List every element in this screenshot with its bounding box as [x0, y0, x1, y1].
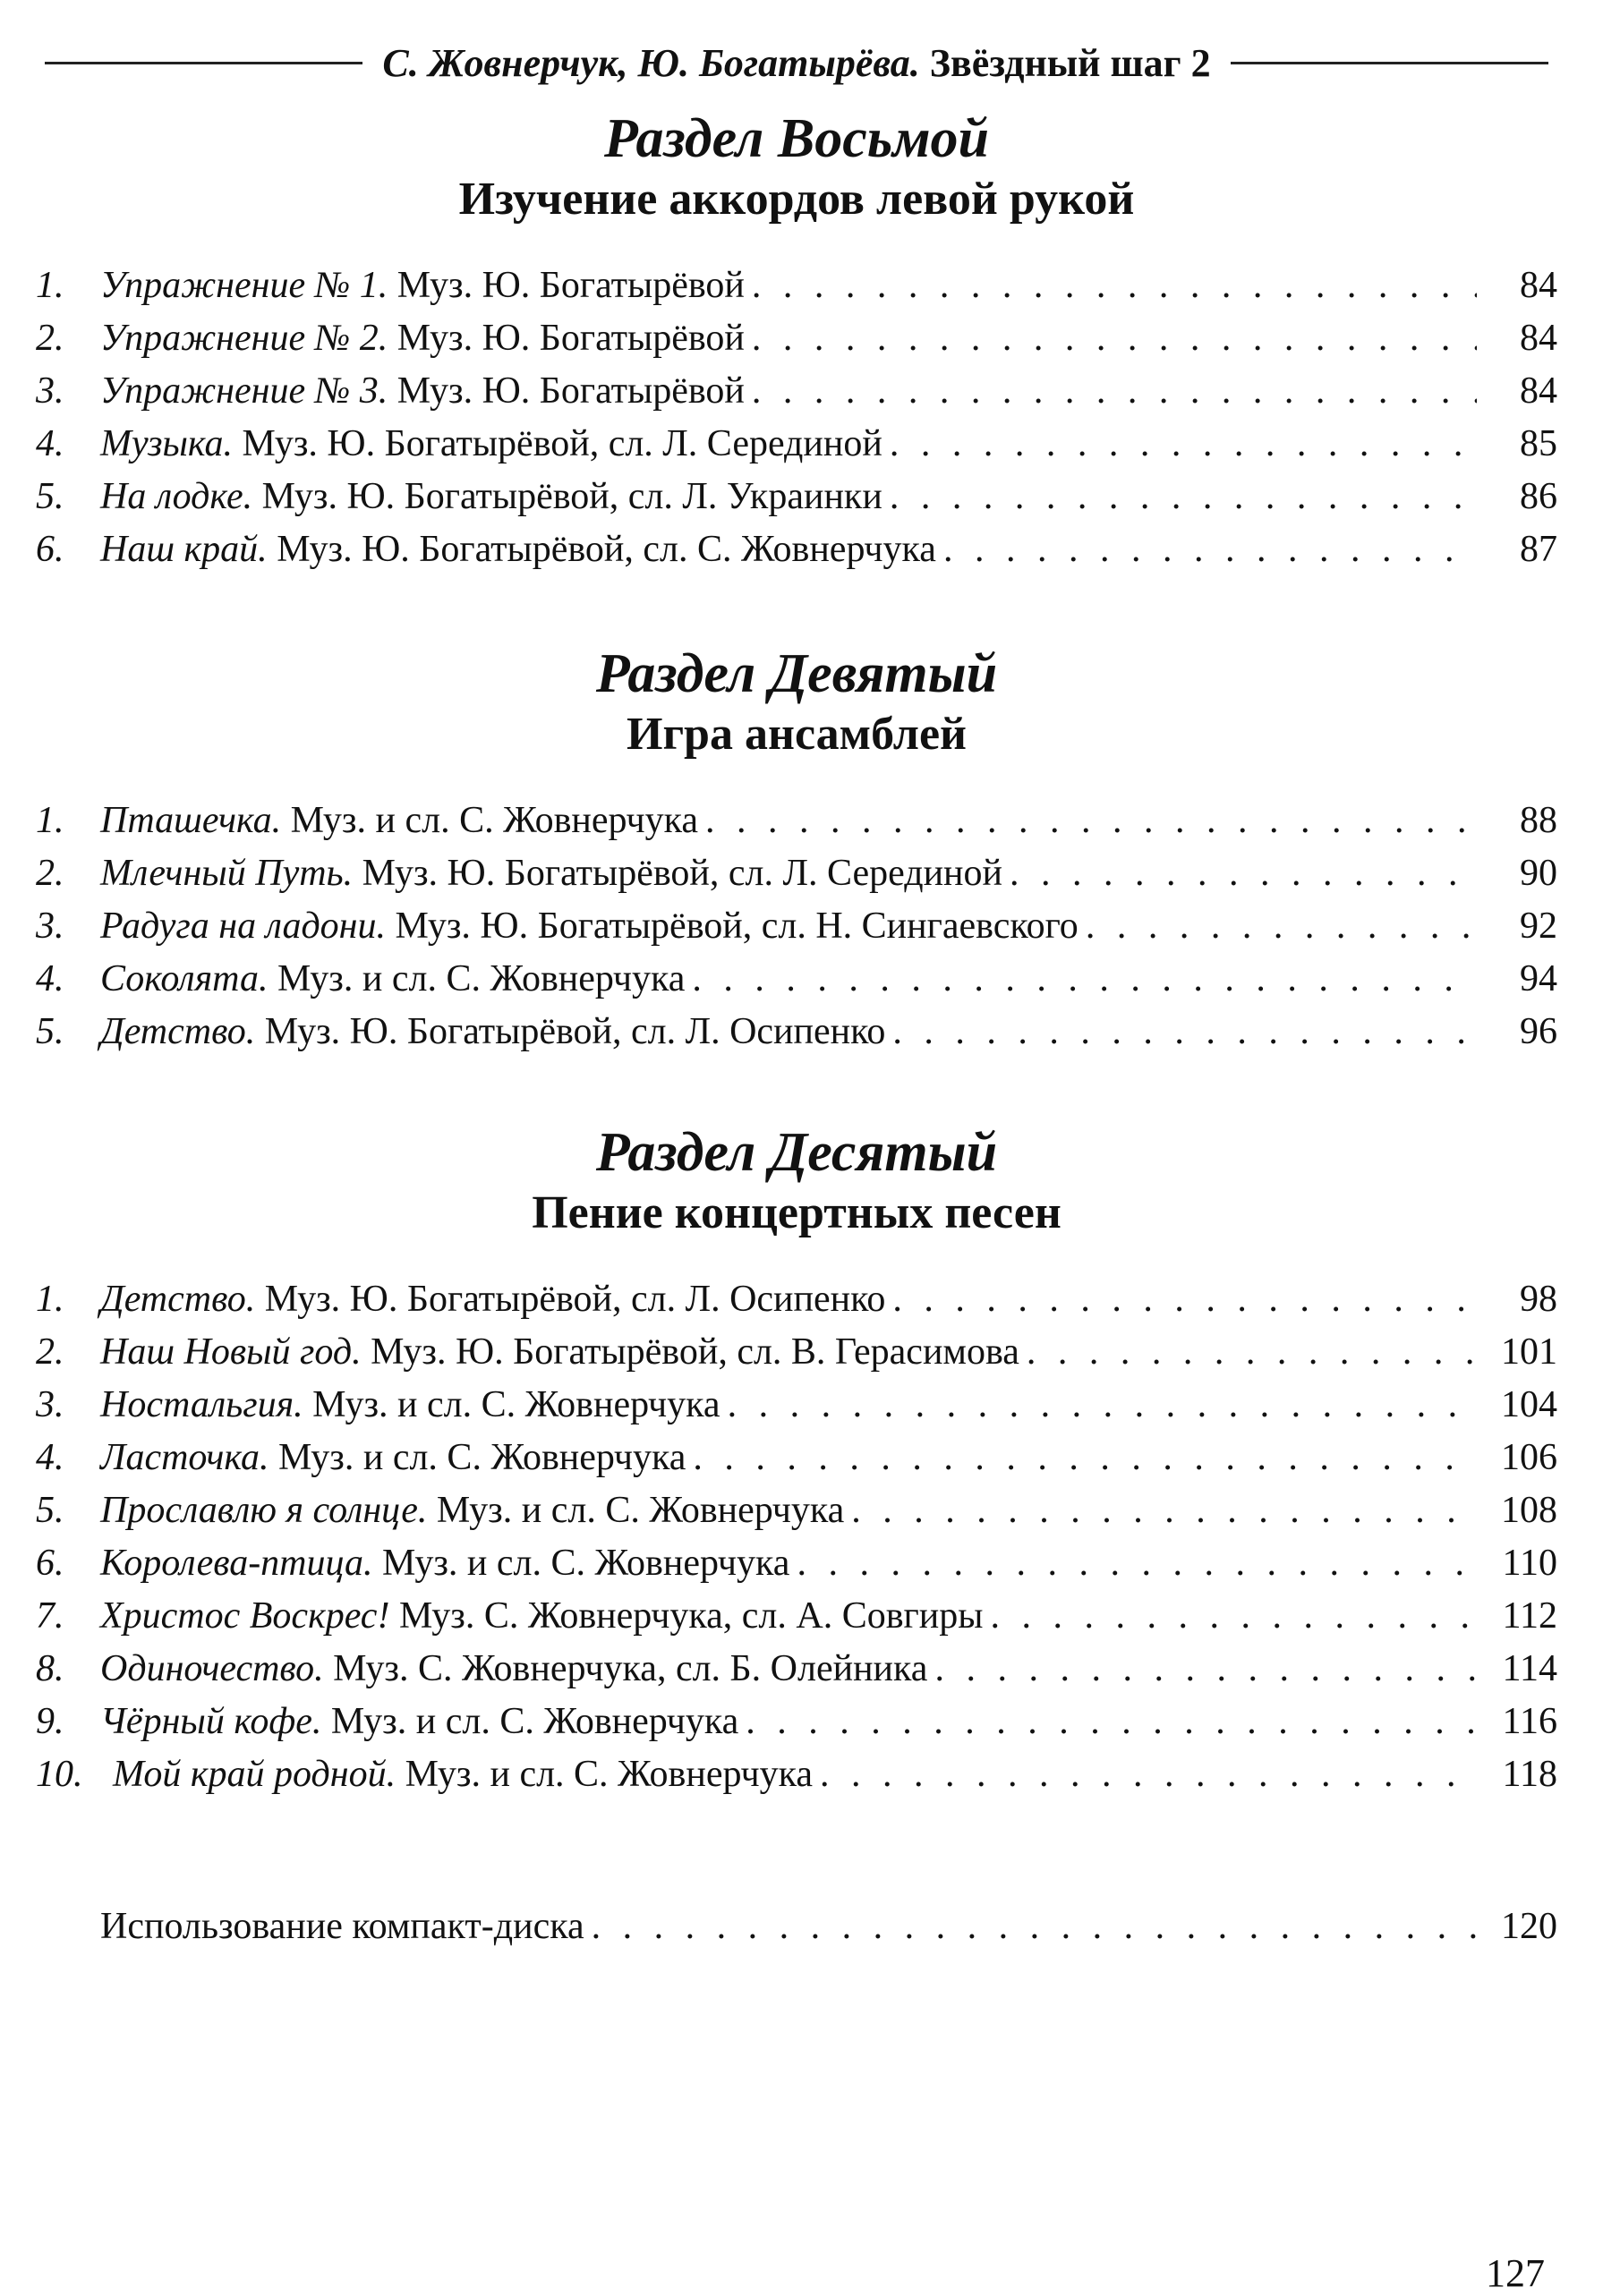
entry-page-number: 84 [1520, 318, 1557, 359]
entry-title: Соколята. [100, 958, 269, 999]
header-rule-right [1231, 62, 1548, 64]
entry-title: Прославлю я солнце. [100, 1490, 428, 1531]
entry-page-number: 110 [1502, 1543, 1557, 1584]
entry-title: Чёрный кофе. [100, 1701, 322, 1742]
entry-page-number: 86 [1520, 476, 1557, 517]
entry-credit: Муз. Ю. Богатырёвой [396, 265, 745, 306]
dot-leader [692, 953, 1477, 1006]
entry-text [100, 953, 685, 1006]
dot-leader [851, 1484, 1477, 1537]
entry-title: На лодке. [100, 476, 253, 517]
entry-number: 1. [36, 265, 64, 306]
page-number: 127 [1486, 2251, 1545, 2295]
entry-number: 6. [36, 529, 64, 570]
entry-page-number: 90 [1520, 853, 1557, 894]
dot-leader [752, 365, 1477, 418]
toc-entry[interactable] [36, 1484, 1557, 1537]
entry-page-number: 114 [1502, 1648, 1557, 1689]
dot-leader [943, 523, 1477, 576]
entry-number: 4. [36, 958, 64, 999]
toc-entry[interactable] [36, 1432, 1557, 1484]
entry-number: 2. [36, 318, 64, 359]
entry-credit: Муз. Ю. Богатырёвой, сл. Л. Осипенко [264, 1279, 886, 1320]
entry-title: Королева-птица. [100, 1543, 373, 1584]
entry-credit: Муз. Ю. Богатырёвой, сл. Н. Сингаевского [395, 906, 1079, 947]
section-title: Раздел Восьмой [603, 108, 990, 169]
entry-title: Ностальгия. [100, 1384, 303, 1425]
toc-entry[interactable] [36, 1748, 1557, 1801]
section-subtitle: Игра ансамблей [627, 709, 967, 760]
entry-number: 9. [36, 1701, 64, 1742]
entry-credit: Муз. и сл. С. Жовнерчука [277, 1437, 686, 1478]
entry-text [113, 1748, 813, 1801]
entry-credit: Муз. Ю. Богатырёвой, сл. Л. Серединой [362, 853, 1003, 894]
entry-number: 3. [36, 1384, 64, 1425]
entry-credit: Муз. Ю. Богатырёвой [396, 318, 745, 359]
entry-credit: Муз. Ю. Богатырёвой [396, 370, 745, 412]
dot-leader [1010, 847, 1477, 900]
entry-text [100, 418, 882, 471]
toc-entry-appendix[interactable] [100, 1901, 1557, 1953]
entry-credit: Муз. С. Жовнерчука, сл. А. Совгиры [398, 1595, 984, 1637]
section-subtitle: Изучение аккордов левой рукой [458, 174, 1135, 225]
entry-number: 7. [36, 1595, 64, 1637]
header-rule-left [45, 62, 362, 64]
entry-text [100, 847, 1002, 900]
toc-entry[interactable] [36, 1643, 1557, 1696]
entry-page-number: 112 [1502, 1595, 1557, 1637]
entry-credit: Муз. Ю. Богатырёвой, сл. Л. Серединой [242, 423, 882, 464]
toc-entry[interactable] [36, 1273, 1557, 1326]
entry-credit: Муз. и сл. С. Жовнерчука [290, 800, 699, 841]
toc-entry[interactable] [36, 1379, 1557, 1432]
dot-leader [890, 471, 1477, 523]
entry-title: Одиночество. [100, 1648, 324, 1689]
dot-leader [934, 1643, 1477, 1696]
entry-credit: Муз. Ю. Богатырёвой, сл. Л. Украинки [261, 476, 882, 517]
entry-number: 5. [36, 476, 64, 517]
entry-credit: Муз. и сл. С. Жовнерчука [382, 1543, 790, 1584]
entry-title: Упражнение № 1. [100, 265, 388, 306]
entry-page-number: 84 [1520, 370, 1557, 412]
toc-list [36, 1273, 1557, 1801]
toc-entry[interactable] [36, 900, 1557, 953]
running-header-title: Звёздный шаг 2 [929, 40, 1211, 85]
entry-title: Мой край родной. [113, 1754, 396, 1795]
entry-title: Пташечка. [100, 800, 282, 841]
dot-leader [820, 1748, 1477, 1801]
toc-list [36, 259, 1557, 576]
section-tenth [36, 1121, 1557, 1801]
entry-title: Упражнение № 2. [100, 318, 388, 359]
toc-entry[interactable] [36, 1537, 1557, 1590]
entry-page-number: 116 [1502, 1701, 1557, 1742]
dot-leader [890, 418, 1477, 471]
entry-credit: Муз. и сл. С. Жовнерчука [277, 958, 686, 999]
entry-text [100, 1643, 927, 1696]
entry-text [100, 900, 1079, 953]
entry-page-number: 96 [1520, 1011, 1557, 1052]
entry-text [100, 365, 745, 418]
entry-credit: Муз. С. Жовнерчука, сл. Б. Олейника [333, 1648, 928, 1689]
toc-entry[interactable] [36, 418, 1557, 471]
appendix-entry [100, 1901, 1557, 1953]
entry-title: Упражнение № 3. [100, 370, 388, 412]
entry-text [100, 1537, 789, 1590]
entry-number: 2. [36, 853, 64, 894]
toc-entry[interactable] [36, 847, 1557, 900]
entry-credit: Муз. Ю. Богатырёвой, сл. Л. Осипенко [264, 1011, 886, 1052]
dot-leader [752, 259, 1477, 312]
dot-leader [797, 1537, 1477, 1590]
entry-text [100, 1326, 1019, 1379]
entry-text [100, 1432, 686, 1484]
dot-leader [892, 1273, 1477, 1326]
entry-number: 1. [36, 1279, 64, 1320]
entry-page-number: 92 [1520, 906, 1557, 947]
dot-leader [728, 1379, 1477, 1432]
section-title: Раздел Десятый [595, 1122, 998, 1183]
entry-number: 4. [36, 1437, 64, 1478]
entry-text [100, 1590, 983, 1643]
entry-credit: Муз. и сл. С. Жовнерчука [436, 1490, 845, 1531]
running-header-authors: С. Жовнерчук, Ю. Богатырёва. [382, 40, 920, 85]
entry-credit: Муз. и сл. С. Жовнерчука [312, 1384, 720, 1425]
dot-leader [693, 1432, 1477, 1484]
section-eighth [36, 107, 1557, 576]
entry-page-number: 108 [1501, 1490, 1557, 1531]
dot-leader [1027, 1326, 1477, 1379]
entry-page-number: 106 [1501, 1437, 1557, 1478]
entry-credit: Муз. Ю. Богатырёвой, сл. В. Герасимова [371, 1331, 1019, 1373]
entry-number: 4. [36, 423, 64, 464]
entry-number: 6. [36, 1543, 64, 1584]
section-ninth [36, 642, 1557, 1059]
dot-leader [746, 1696, 1477, 1748]
entry-title: Млечный Путь. [100, 853, 354, 894]
entry-number: 1. [36, 800, 64, 841]
entry-page-number: 84 [1520, 265, 1557, 306]
entry-credit: Муз. и сл. С. Жовнерчука [330, 1701, 739, 1742]
entry-number: 2. [36, 1331, 64, 1373]
entry-text [100, 523, 936, 576]
appendix-label: Использование компакт-диска [100, 1906, 584, 1947]
entry-page-number: 98 [1520, 1279, 1557, 1320]
entry-text [100, 312, 745, 365]
toc-list [36, 795, 1557, 1059]
entry-text [100, 1006, 885, 1059]
dot-leader [990, 1590, 1477, 1643]
toc-entry[interactable] [36, 1696, 1557, 1748]
dot-leader [892, 1006, 1477, 1059]
entry-title: Музыка. [100, 423, 234, 464]
dot-leader [752, 312, 1477, 365]
entry-page-number: 94 [1520, 958, 1557, 999]
entry-page-number: 85 [1520, 423, 1557, 464]
entry-number: 3. [36, 906, 64, 947]
entry-page-number: 88 [1520, 800, 1557, 841]
running-header-text [382, 40, 1210, 86]
toc-entry[interactable] [36, 953, 1557, 1006]
toc-entry[interactable] [36, 365, 1557, 418]
entry-text [100, 259, 745, 312]
dot-leader [592, 1901, 1477, 1953]
toc-entry[interactable] [36, 259, 1557, 312]
entry-number: 10. [36, 1754, 83, 1795]
entry-title: Детство. [100, 1279, 256, 1320]
entry-number: 5. [36, 1011, 64, 1052]
entry-text [100, 1484, 844, 1537]
entry-title: Наш край. [100, 529, 268, 570]
entry-credit: Муз. и сл. С. Жовнерчука [405, 1754, 813, 1795]
entry-page-number: 101 [1501, 1331, 1557, 1373]
appendix-page-number: 120 [1501, 1906, 1557, 1947]
dot-leader [705, 795, 1477, 847]
toc-entry[interactable] [36, 1006, 1557, 1059]
entry-text [100, 1379, 720, 1432]
entry-page-number: 104 [1501, 1384, 1557, 1425]
entry-title: Ласточка. [100, 1437, 269, 1478]
entry-title: Христос Воскрес! [100, 1595, 390, 1637]
toc-entry[interactable] [36, 523, 1557, 576]
toc-entry[interactable] [36, 795, 1557, 847]
toc-entry[interactable] [36, 312, 1557, 365]
entry-credit: Муз. Ю. Богатырёвой, сл. С. Жовнерчука [277, 529, 936, 570]
entry-text [100, 795, 698, 847]
toc-entry[interactable] [36, 1326, 1557, 1379]
entry-title: Детство. [100, 1011, 256, 1052]
entry-title: Радуга на ладони. [100, 906, 387, 947]
entry-page-number: 118 [1502, 1754, 1557, 1795]
section-subtitle: Пение концертных песен [532, 1187, 1062, 1238]
entry-number: 5. [36, 1490, 64, 1531]
entry-page-number: 87 [1520, 529, 1557, 570]
entry-number: 8. [36, 1648, 64, 1689]
entry-text [100, 1696, 738, 1748]
running-header [45, 36, 1548, 89]
entry-title: Наш Новый год. [100, 1331, 362, 1373]
section-title: Раздел Девятый [595, 643, 998, 704]
toc-entry[interactable] [36, 1590, 1557, 1643]
entry-text [100, 471, 882, 523]
entry-number: 3. [36, 370, 64, 412]
toc-entry[interactable] [36, 471, 1557, 523]
dot-leader [1086, 900, 1477, 953]
entry-text [100, 1273, 885, 1326]
